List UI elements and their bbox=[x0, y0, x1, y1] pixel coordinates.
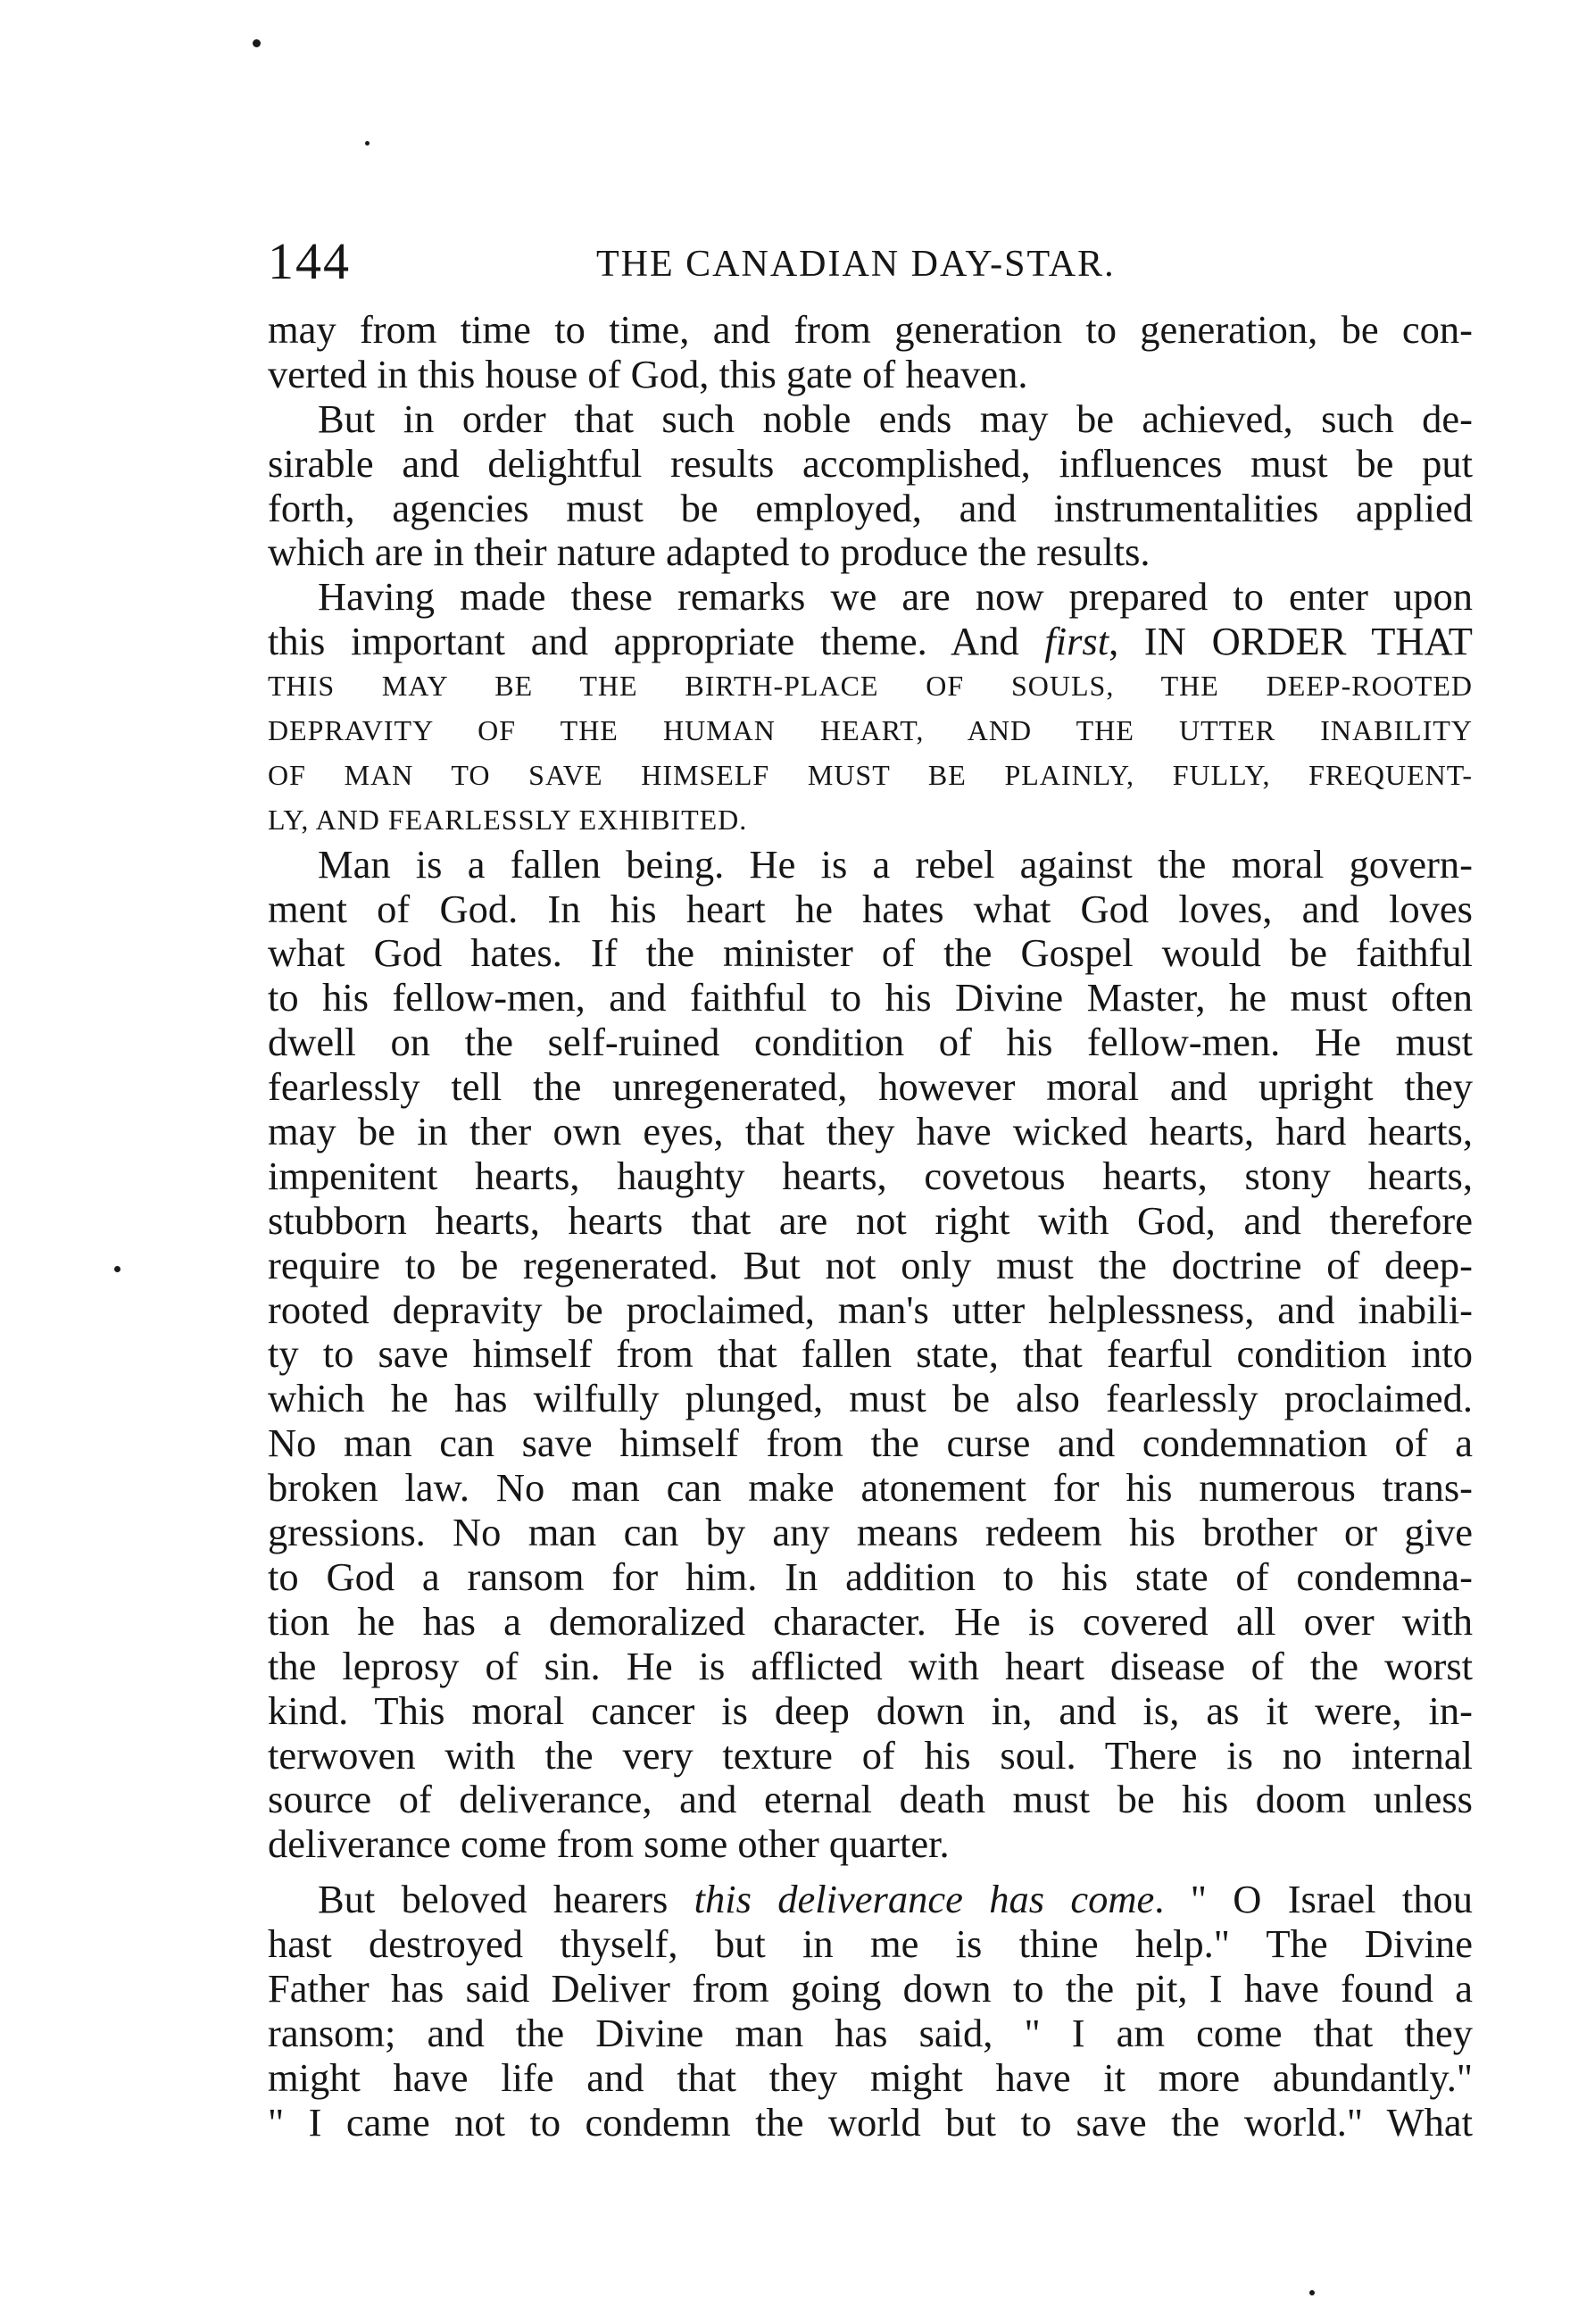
text-line: may from time to time, and from generation to generation, be con- bbox=[268, 308, 1473, 352]
print-speck bbox=[114, 1266, 120, 1272]
text-line: broken law. No man can make atonement for his numerous trans- bbox=[268, 1466, 1473, 1511]
text-line: to his fellow-men, and faithful to his Divine Master, he must often bbox=[268, 976, 1473, 1020]
small-caps-line: LY, AND FEARLESSLY EXHIBITED. bbox=[268, 803, 748, 836]
text-line: impenitent hearts, haughty hearts, covetous hearts, stony hearts, bbox=[268, 1154, 1473, 1198]
text-line: dwell on the self-ruined condition of his fellow-men. He must bbox=[268, 1020, 1473, 1065]
print-speck bbox=[253, 39, 261, 47]
print-speck bbox=[365, 141, 370, 146]
text-line: verted in this house of God, this gate of heaven. bbox=[268, 352, 1028, 396]
paragraph-start-line: Having made these remarks we are now prepared to enter upon bbox=[318, 575, 1473, 620]
paragraph-start-line: Man is a fallen being. He is a rebel against the moral govern- bbox=[318, 842, 1473, 887]
text-line: the leprosy of sin. He is afflicted with heart disease of the worst bbox=[268, 1644, 1473, 1688]
running-head bbox=[268, 230, 1473, 293]
text-line: what God hates. If the minister of the Gospel would be faithful bbox=[268, 931, 1473, 976]
text-line: deliverance come from some other quarter. bbox=[268, 1822, 950, 1867]
text-line: ment of God. In his heart he hates what God loves, and loves bbox=[268, 887, 1473, 931]
small-caps-line: DEPRAVITY OF THE HUMAN HEART, AND THE UTTER INABILITY bbox=[268, 714, 1473, 747]
text-line: require to be regenerated. But not only must the doctrine of deep- bbox=[268, 1243, 1473, 1287]
text-line: which are in their nature adapted to produce the results. bbox=[268, 530, 1151, 575]
text-line: terwoven with the very texture of his soul. There is no internal bbox=[268, 1733, 1473, 1778]
text-line: hast destroyed thyself, but in me is thine help." The Divine bbox=[268, 1922, 1473, 1967]
print-speck bbox=[1309, 2290, 1315, 2295]
text-line: kind. This moral cancer is deep down in, and is, as it were, in- bbox=[268, 1688, 1473, 1733]
text-line: ty to save himself from that fallen state, that fearful condition into bbox=[268, 1332, 1473, 1377]
paragraph-gap bbox=[268, 1867, 1473, 1878]
text-line: fearlessly tell the unregenerated, however moral and upright they bbox=[268, 1065, 1473, 1110]
text-line: tion he has a demoralized character. He is covered all over with bbox=[268, 1599, 1473, 1644]
small-caps-line: OF MAN TO SAVE HIMSELF MUST BE PLAINLY, FULLY, FREQUENT- bbox=[268, 758, 1473, 791]
text-line: source of deliverance, and eternal death must be his doom unless bbox=[268, 1778, 1473, 1822]
text-line: No man can save himself from the curse and condemnation of a bbox=[268, 1421, 1473, 1466]
text-line: rooted depravity be proclaimed, man's utter helplessness, and inabili- bbox=[268, 1287, 1473, 1332]
italic-emphasis: first bbox=[1044, 620, 1109, 664]
body-text bbox=[268, 308, 1473, 2145]
text-line: sirable and delightful results accomplished, influences must be put bbox=[268, 441, 1473, 486]
text-line: " I came not to condemn the world but to save the world." What bbox=[268, 2100, 1473, 2145]
small-caps-line: THIS MAY BE THE BIRTH-PLACE OF SOULS, THE DEEP-ROOTED bbox=[268, 670, 1473, 703]
text-line: stubborn hearts, hearts that are not right with God, and therefore bbox=[268, 1198, 1473, 1243]
paragraph-start-line: But in order that such noble ends may be achieved, such de- bbox=[318, 396, 1473, 441]
journal-title: THE CANADIAN DAY-STAR. bbox=[596, 244, 1116, 285]
italic-emphasis: this deliverance has come bbox=[694, 1878, 1155, 1922]
text-line: might have life and that they might have it more abundantly." bbox=[268, 2055, 1473, 2100]
text-line: Father has said Deliver from going down to the pit, I have found a bbox=[268, 1966, 1473, 2011]
text-line: which he has wilfully plunged, must be also fearlessly proclaimed. bbox=[268, 1377, 1473, 1421]
text-line: gressions. No man can by any means redeem his brother or give bbox=[268, 1511, 1473, 1555]
text-line: may be in ther own eyes, that they have wicked hearts, hard hearts, bbox=[268, 1110, 1473, 1154]
paragraph-start-line: But beloved hearers this deliverance has come. " O Israel thou bbox=[318, 1878, 1473, 1922]
text-line: forth, agencies must be employed, and instrumentalities applied bbox=[268, 486, 1473, 530]
page-number: 144 bbox=[268, 232, 351, 290]
text-line: this important and appropriate theme. And first, IN ORDER THAT bbox=[268, 620, 1473, 664]
text-line: ransom; and the Divine man has said, " I am come that they bbox=[268, 2011, 1473, 2055]
text-line: to God a ransom for him. In addition to his state of condemna- bbox=[268, 1554, 1473, 1599]
